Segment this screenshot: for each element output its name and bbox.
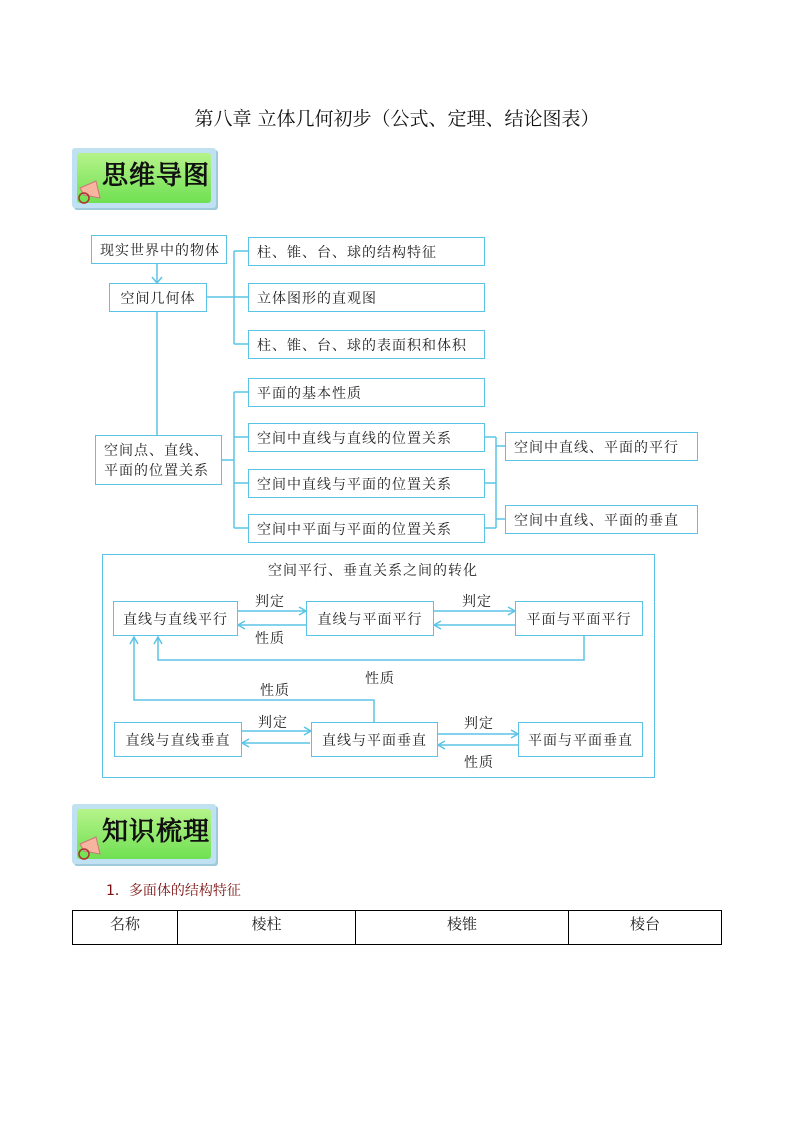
table-header-row <box>73 911 722 945</box>
position-item-plane-basics-label: 平面的基本性质 <box>257 385 362 402</box>
position-item-line-plane-label: 空间中直线与平面的位置关系 <box>257 476 452 493</box>
line-plane-perpendicular-box <box>311 722 438 757</box>
position-relation-root-line1: 空间点、直线、 <box>104 443 209 459</box>
position-item-line-line-label: 空间中直线与直线的位置关系 <box>257 430 452 447</box>
line-plane-perpendicular-label: 直线与平面垂直 <box>322 732 427 749</box>
judge-label-bottom-right: 判定 <box>464 716 494 732</box>
real-world-objects-label: 现实世界中的物体 <box>100 242 220 259</box>
solid-item-structure-label: 柱、锥、台、球的结构特征 <box>257 244 437 261</box>
property-label-long: 性质 <box>365 671 395 687</box>
plane-plane-perpendicular-label: 平面与平面垂直 <box>528 732 633 749</box>
table-header-frustum: 棱台 <box>569 911 722 945</box>
plane-plane-parallel-label: 平面与平面平行 <box>526 611 632 628</box>
property-label-up: 性质 <box>260 683 290 699</box>
position-item-plane-plane-label: 空间中平面与平面的位置关系 <box>257 521 452 538</box>
knowledge-section-badge <box>72 804 216 864</box>
line-line-parallel-label: 直线与直线平行 <box>123 611 228 628</box>
property-label-bottom-right: 性质 <box>464 755 494 771</box>
table-header-name: 名称 <box>73 911 178 945</box>
judge-label-top-right: 判定 <box>462 594 492 610</box>
property-label-top-left: 性质 <box>255 631 285 647</box>
plane-plane-parallel-box <box>515 601 643 636</box>
solid-item-area-volume-label: 柱、锥、台、球的表面积和体积 <box>257 337 467 354</box>
sub-item-perpendicular-label: 空间中直线、平面的垂直 <box>514 512 679 529</box>
knowledge-badge-label: 知识梳理 <box>102 817 211 847</box>
spatial-solid-label: 空间几何体 <box>120 290 196 307</box>
judge-label-bottom-left: 判定 <box>258 715 288 731</box>
line-line-perpendicular-box <box>114 722 242 757</box>
line-line-perpendicular-label: 直线与直线垂直 <box>125 732 231 749</box>
megaphone-icon <box>76 834 110 862</box>
line-line-parallel-box <box>113 601 238 636</box>
conversion-title: 空间平行、垂直关系之间的转化 <box>268 563 478 579</box>
table-header-prism: 棱柱 <box>178 911 356 945</box>
plane-plane-perpendicular-box <box>518 722 643 757</box>
table-header-pyramid: 棱锥 <box>356 911 569 945</box>
mind-map-badge-label: 思维导图 <box>102 161 211 191</box>
position-relation-root-line2: 平面的位置关系 <box>104 463 209 479</box>
polyhedron-structure-table <box>72 910 722 945</box>
sub-item-parallel-label: 空间中直线、平面的平行 <box>514 439 679 456</box>
solid-item-intuitive-label: 立体图形的直观图 <box>257 290 377 307</box>
judge-label-top-left: 判定 <box>255 594 285 610</box>
item-heading-polyhedron: 1．多面体的结构特征 <box>106 883 241 899</box>
line-plane-parallel-label: 直线与平面平行 <box>317 611 423 628</box>
document-title: 第八章 立体几何初步（公式、定理、结论图表） <box>194 108 600 130</box>
line-plane-parallel-box <box>306 601 434 636</box>
